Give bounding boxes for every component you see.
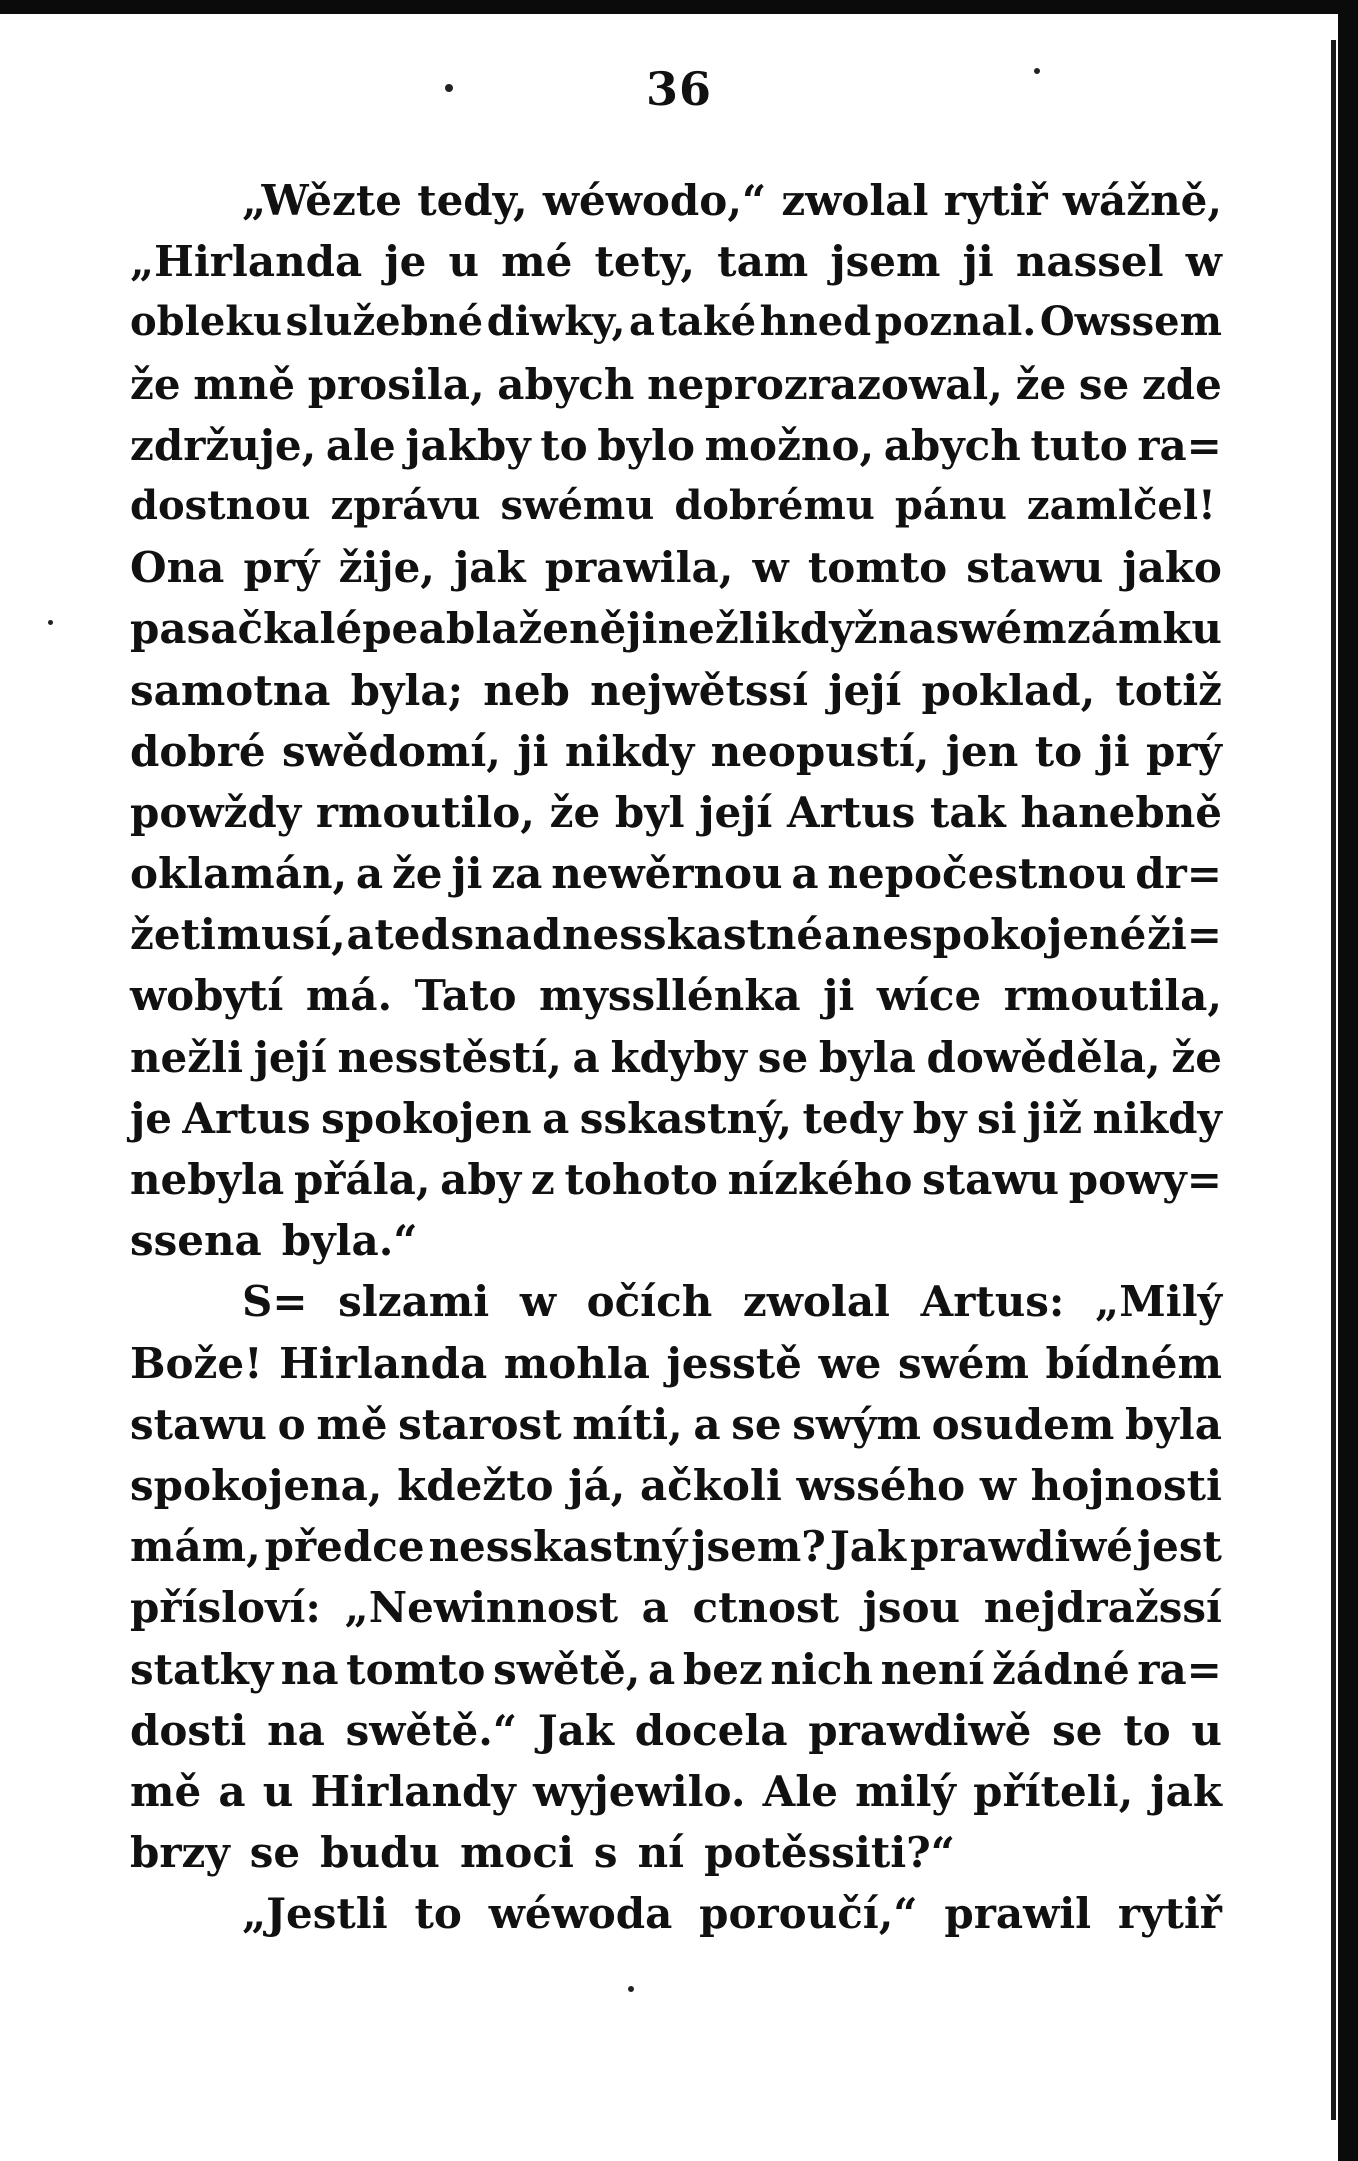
word: ačkoli [639, 1460, 782, 1510]
word: a [628, 298, 655, 346]
scan-right-border [1338, 0, 1358, 2161]
word: wssého [796, 1460, 966, 1510]
word: rytiř [1117, 1889, 1222, 1939]
word: žeti [130, 910, 216, 960]
scan-inner-rule [1331, 40, 1336, 2120]
word: mé [501, 237, 573, 287]
word: oklamán, [130, 849, 348, 899]
word: prawdiwě [808, 1705, 1032, 1755]
word: ssena [130, 1216, 262, 1266]
word: se [249, 1828, 301, 1878]
scan-speck [48, 620, 53, 625]
word: že [391, 849, 443, 899]
word: diwky, [486, 298, 626, 346]
text-line [130, 1461, 1222, 1522]
word: se [1052, 1705, 1103, 1755]
word: byl [614, 787, 685, 837]
word: S= [242, 1277, 308, 1327]
word: Artus: [920, 1277, 1065, 1327]
word: brzy [130, 1828, 230, 1878]
word: nejdražssí [983, 1583, 1222, 1633]
word: jsem? [691, 1522, 826, 1572]
word: starost [398, 1399, 562, 1449]
word: zwolal [781, 176, 929, 225]
word: nikdy [564, 726, 695, 776]
word: ji [517, 726, 549, 776]
word: swým [792, 1399, 921, 1449]
word: powždy [130, 787, 302, 837]
word: ji [823, 971, 855, 1021]
word: mě [316, 1399, 388, 1449]
word: wéwodo,“ [542, 176, 767, 225]
word: aby [440, 1155, 522, 1204]
word: nich [770, 1644, 874, 1694]
word: že [1015, 359, 1067, 409]
word: z [530, 1155, 555, 1204]
word: a [647, 1644, 676, 1694]
word: ji [962, 237, 994, 287]
word: jakby [405, 420, 531, 470]
word: w [979, 1460, 1016, 1510]
word: spokojen [321, 1093, 532, 1143]
word: Owssem [1039, 298, 1222, 346]
word: Jak [829, 1522, 907, 1572]
word: přísloví: [130, 1583, 321, 1633]
word: o [277, 1399, 306, 1449]
word: hojnosti [1030, 1460, 1222, 1510]
word: jak [454, 543, 526, 593]
word: abych [883, 420, 1021, 470]
word: tety, [594, 237, 696, 287]
word: se [757, 1032, 809, 1082]
word: swědomí, [282, 726, 501, 776]
word: Tato [414, 971, 517, 1021]
word: totiž [1115, 665, 1222, 715]
word: poklad, [921, 665, 1096, 715]
word: w [519, 1277, 556, 1327]
word: Artus [787, 787, 916, 837]
word: že [549, 787, 601, 837]
word: neprozrazowal, [647, 359, 1003, 409]
text-line [130, 360, 1222, 421]
word: tak [929, 787, 1006, 837]
word: příteli, [973, 1766, 1134, 1816]
word: míti, [572, 1399, 683, 1449]
word: ra= [1137, 1644, 1222, 1694]
word: byla [1125, 1399, 1222, 1449]
word: swětě, [493, 1644, 641, 1694]
word: spokojena, [130, 1460, 383, 1510]
text-line [130, 1216, 1222, 1277]
word: zde [1141, 359, 1222, 409]
word: ži= [1146, 910, 1222, 960]
text-line [130, 298, 1222, 359]
word: bídném [1045, 1338, 1222, 1388]
word: u [448, 237, 479, 287]
word: tedy [802, 1093, 903, 1143]
text-line [130, 1889, 1222, 1950]
word: jest [1136, 1522, 1222, 1572]
word: dosti [130, 1705, 247, 1755]
text-line [130, 1767, 1222, 1828]
word: dobré [130, 726, 266, 776]
word: Hirlandy [310, 1766, 516, 1816]
word: že [1171, 1032, 1222, 1082]
word: samotna [130, 665, 331, 715]
text-line [130, 1094, 1222, 1155]
word: hanebně [1020, 787, 1222, 837]
text-line [130, 910, 1222, 971]
word: a [542, 1093, 570, 1143]
word: jesstě [666, 1338, 802, 1388]
word: na [877, 604, 936, 654]
word: si [977, 1093, 1017, 1143]
word: bylo [597, 420, 696, 470]
word: musí, [216, 910, 346, 960]
word: a [693, 1399, 721, 1449]
word: nežli [130, 1032, 244, 1082]
word: powy= [1068, 1155, 1222, 1204]
word: a [418, 604, 446, 654]
word: se [1078, 359, 1130, 409]
word: je [130, 1093, 172, 1143]
word: dowěděla, [926, 1032, 1161, 1082]
word: u [1191, 1705, 1222, 1755]
word: žije, [338, 543, 435, 593]
word: očích [586, 1277, 713, 1327]
word: newěrnou [551, 849, 783, 899]
word: swém [935, 604, 1067, 654]
word: snad [450, 910, 562, 960]
word: nesstěstí, [337, 1032, 562, 1082]
word: potěssiti?“ [704, 1828, 955, 1878]
word: we [818, 1338, 882, 1388]
word: ji [451, 849, 483, 899]
word: w [1185, 237, 1222, 287]
word: swém [897, 1338, 1029, 1388]
word: a [218, 1766, 246, 1816]
word: já, [568, 1460, 626, 1510]
word: a [572, 1032, 600, 1082]
text-line [130, 421, 1222, 482]
word: že [130, 359, 181, 409]
word: jako [1122, 543, 1222, 593]
word: a [346, 910, 374, 960]
word: zprávu [330, 481, 481, 529]
word: tuto [1030, 420, 1128, 470]
word: tohoto [564, 1155, 718, 1204]
word: předce [264, 1522, 425, 1572]
text-line [130, 1339, 1222, 1400]
word: rytiř [943, 176, 1048, 225]
word: abych [497, 359, 635, 409]
word: jsou [862, 1583, 961, 1633]
word: tedy, [417, 176, 528, 225]
text-line [130, 604, 1222, 665]
page-number: 36 [645, 62, 712, 116]
body-text [130, 176, 1222, 1950]
word: obleku [130, 298, 283, 346]
word: jak [1150, 1766, 1222, 1816]
word: nežli [657, 604, 771, 654]
word: w [752, 543, 789, 593]
word: neb [483, 665, 570, 715]
word: její [699, 787, 773, 837]
word: nassel [1015, 237, 1164, 287]
word: přála, [293, 1155, 431, 1204]
word: nesskastný [428, 1522, 688, 1572]
word: mě [130, 1766, 202, 1816]
word: má. [305, 971, 393, 1021]
word: již [1027, 1093, 1083, 1143]
word: Hirlanda [279, 1338, 488, 1388]
word: a [823, 910, 852, 960]
word: wážně, [1062, 176, 1222, 225]
word: lépe [319, 604, 419, 654]
word: byla.“ [281, 1216, 418, 1266]
word: možno, [704, 420, 875, 470]
word: zamlčel! [1026, 481, 1216, 529]
word: na [267, 1705, 325, 1755]
word: stawu [130, 1399, 267, 1449]
word: ctnost [692, 1583, 840, 1633]
word: kdežto [397, 1460, 554, 1510]
word: mám, [130, 1522, 261, 1572]
word: nebyla [130, 1155, 285, 1204]
word: prawdiwé [909, 1522, 1134, 1572]
word: tomto [807, 543, 948, 593]
text-line [130, 971, 1222, 1032]
scan-top-border [0, 0, 1358, 14]
text-line [130, 1277, 1222, 1338]
word: nespokojené [851, 910, 1147, 960]
word: bez [682, 1644, 763, 1694]
word: nikdy [1092, 1093, 1222, 1143]
word: u [262, 1766, 294, 1816]
word: myssllénka [539, 971, 801, 1021]
word: wéwoda [488, 1889, 673, 1939]
word: nesskastné [561, 910, 824, 960]
word: ale [325, 420, 396, 470]
word: poroučí,“ [699, 1889, 918, 1939]
text-line [130, 1583, 1222, 1644]
word: mohla [503, 1338, 650, 1388]
word: swětě.“ [345, 1705, 518, 1755]
word: blaženěji [445, 604, 658, 654]
word: pánu [894, 481, 1007, 529]
word: tomto [346, 1644, 486, 1694]
word: byla; [350, 665, 464, 715]
text-line [130, 788, 1222, 849]
word: a [791, 849, 819, 899]
word: zámku [1066, 604, 1222, 654]
text-line [130, 482, 1222, 543]
scan-speck [628, 1986, 634, 1992]
word: to [540, 420, 588, 470]
word: ji [1098, 726, 1130, 776]
word: pasačka [130, 604, 320, 654]
word: to [1034, 726, 1083, 776]
word: by [912, 1093, 967, 1143]
word: když [770, 604, 878, 654]
word: za [491, 849, 543, 899]
word: s [593, 1828, 618, 1878]
word: stawu [922, 1155, 1060, 1204]
text-line [130, 1400, 1222, 1461]
word: kdyby [610, 1032, 748, 1082]
word: wyjewilo. [533, 1766, 746, 1816]
word: slzami [338, 1277, 490, 1327]
word: „Newinnost [344, 1583, 619, 1633]
word: její [828, 665, 902, 715]
word: nejwětssí [590, 665, 809, 715]
word: prý [243, 543, 320, 593]
word: je [384, 237, 427, 287]
word: rmoutila, [1003, 971, 1222, 1021]
word: nízkého [727, 1155, 913, 1204]
word: „Hirlanda [130, 237, 363, 287]
word: to [1123, 1705, 1171, 1755]
text-line [130, 1645, 1222, 1706]
word: milý [855, 1766, 956, 1816]
word: „Jestli [242, 1889, 388, 1939]
word: „Milý [1095, 1277, 1222, 1327]
text-line [130, 543, 1222, 604]
word: moci [459, 1828, 574, 1878]
word: dostnou [130, 481, 311, 529]
word: prawil [944, 1889, 1092, 1939]
word: také [658, 298, 757, 346]
word: není [880, 1644, 985, 1694]
word: osudem [931, 1399, 1115, 1449]
word: neopustí, [710, 726, 930, 776]
word: a [355, 849, 384, 899]
text-line [130, 237, 1222, 298]
word: budu [320, 1828, 440, 1878]
word: její [253, 1032, 327, 1082]
word: byla [818, 1032, 916, 1082]
word: jsem [830, 237, 941, 287]
word: prosila, [307, 359, 485, 409]
word: jen [945, 726, 1019, 776]
word: dr= [1135, 849, 1222, 899]
text-line [130, 1706, 1222, 1767]
word: „Wězte [242, 176, 402, 225]
word: žádné [992, 1644, 1130, 1694]
word: ted [374, 910, 450, 960]
text-line [130, 1033, 1222, 1094]
word: sskastný, [579, 1093, 792, 1143]
word: prawila, [544, 543, 734, 593]
word: mně [193, 359, 295, 409]
text-line [130, 849, 1222, 910]
word: Ale [762, 1766, 838, 1816]
word: swému [500, 481, 655, 529]
word: tam [717, 237, 809, 287]
word: to [414, 1889, 462, 1939]
word: zdržuje, [130, 420, 317, 470]
word: dobrému [674, 481, 875, 529]
word: se [731, 1399, 782, 1449]
word: na [280, 1644, 339, 1694]
text-line [130, 1155, 1222, 1216]
text-line [130, 176, 1222, 237]
word: služebné [285, 298, 484, 346]
word: Ona [130, 543, 225, 593]
text-line [130, 1828, 1222, 1889]
word: poznal. [874, 298, 1037, 346]
word: wobytí [130, 971, 284, 1021]
word: wíce [876, 971, 982, 1021]
word: a [641, 1583, 669, 1633]
text-line [130, 1522, 1222, 1583]
word: Jak [537, 1705, 614, 1755]
word: ní [637, 1828, 685, 1878]
word: Bože! [130, 1338, 263, 1388]
word: prý [1146, 726, 1222, 776]
word: zwolal [742, 1277, 890, 1327]
word: nepočestnou [827, 849, 1127, 899]
text-line [130, 666, 1222, 727]
word: rmoutilo, [315, 787, 535, 837]
word: hned [759, 298, 872, 346]
text-line [130, 727, 1222, 788]
word: stawu [966, 543, 1104, 593]
word: docela [634, 1705, 788, 1755]
word: ra= [1137, 420, 1222, 470]
word: Artus [182, 1093, 311, 1143]
word: statky [130, 1644, 274, 1694]
